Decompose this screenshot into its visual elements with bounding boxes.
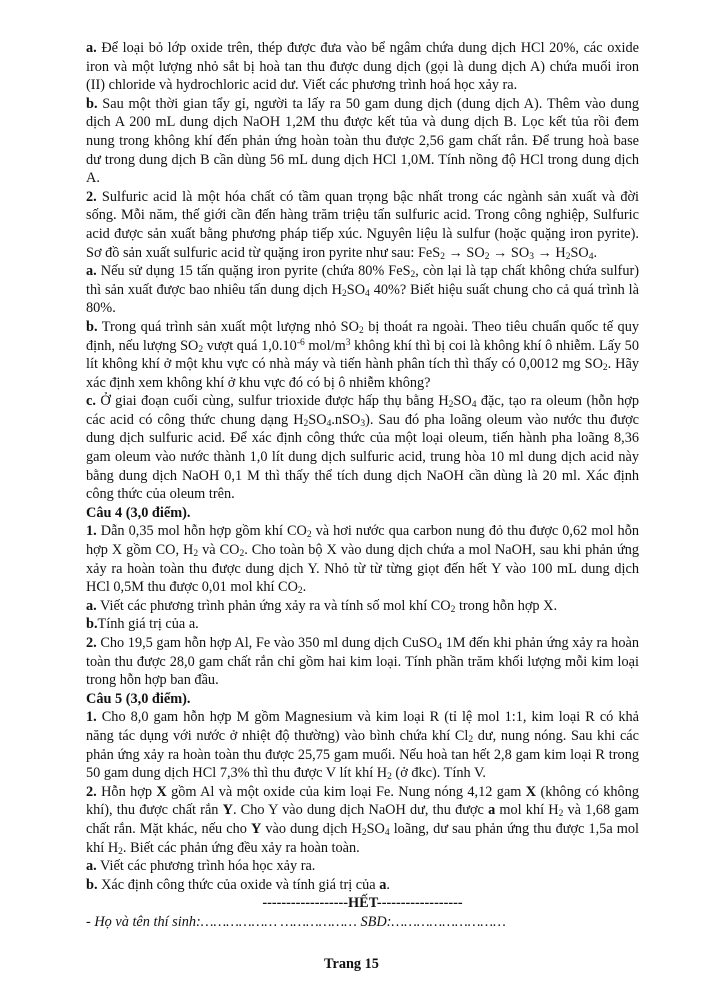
item-label: 2. [86, 783, 97, 800]
question-5-2a [86, 857, 639, 876]
subscript: 2 [387, 772, 392, 783]
subscript: 3 [529, 251, 534, 262]
paragraph-text: và 1,68 gam chất rắn. Mặt khác, nếu cho [86, 802, 639, 837]
paragraph-text: Cho 19,5 gam hỗn hợp Al, Fe vào 350 ml dung dịch CuSO [96, 635, 438, 651]
paragraph-text: mol/m [304, 337, 346, 354]
subscript: 4 [326, 418, 332, 429]
subscript: 2 [303, 418, 309, 429]
paragraph-text: 1M đến khi phản ứng xảy ra hoàn toàn thu được 28,0 gam chất rắn chỉ gồm hai kim loại. Tính phần trăm khối lượng mỗi kim loại trong hỗn hợp ban đầu. [86, 635, 639, 689]
question-4-1 [86, 522, 639, 596]
subscript: 2 [193, 549, 199, 560]
paragraph-text: . Cho toàn bộ X vào dung dịch chứa a mol NaOH, sau khi phản ứng xảy ra hoàn toàn thu được dung dịch Y. Nhỏ từ từ từng giọt đến hết Y vào 100 mL dung dịch HCl 0,5M thu được 0,01 mol khí CO [86, 542, 639, 596]
candidate-info-line: - Họ và tên thí sinh:……………… ……………… SBD:……………………… [86, 913, 506, 930]
superscript: 3 [345, 337, 351, 348]
paragraph-text: . Cho Y vào dung dịch NaOH dư, thu được [232, 802, 489, 819]
paragraph-text: → SO [489, 244, 530, 261]
question-3-2c [86, 392, 639, 504]
paragraph-text: Cho 8,0 gam hỗn hợp M gồm Magnesium và kim loại R (tỉ lệ mol 1:1, kim loại R có khả năng tác dụng với nước ở nhiệt độ thường) vào bình chứa khí Cl [86, 709, 639, 744]
paragraph-text: Trong quá trình sản xuất một lượng nhỏ SO [97, 318, 359, 335]
subscript: 2 [361, 827, 367, 838]
paragraph-text: Tính giá trị của a. [97, 616, 199, 633]
paragraph-text: (ở đkc). Tính V. [391, 765, 486, 782]
bold-term: a [379, 876, 387, 893]
question-3-2a [86, 262, 639, 318]
paragraph-text: 40%? Biết hiệu suất chung cho cả quá trình là 80%. [86, 281, 639, 317]
item-label: 2. [86, 188, 97, 205]
subscript: 2 [558, 809, 564, 820]
paragraph-text: vượt quá 1,0.10 [203, 337, 297, 354]
subscript: 2 [198, 344, 204, 355]
bold-term: Y [251, 820, 262, 837]
bold-term: X [156, 783, 167, 800]
paragraph-2b [86, 95, 639, 188]
question-5-2b [86, 876, 639, 895]
subscript: 4 [437, 642, 442, 652]
subscript: 2 [468, 734, 474, 745]
exam-content [86, 39, 639, 932]
paragraph-text: Hỗn hợp [96, 783, 157, 800]
subscript: 4 [471, 400, 477, 411]
item-label: b. [86, 876, 98, 893]
item-label: c. [86, 393, 96, 410]
paragraph-text: . Biết các phản ứng đều xảy ra hoàn toàn. [122, 839, 360, 856]
paragraph-text: , còn lại là tạp chất không chứa sulfur) thì sản xuất được bao nhiêu tấn dung dịch H [86, 263, 639, 298]
paragraph-text: và hơi nước qua carbon nung đỏ thu được 0,62 mol hỗn hợp X gồm CO, H [86, 523, 639, 559]
subscript: 2 [342, 288, 347, 299]
subscript: 2 [440, 251, 445, 262]
paragraph-text: Sulfuric acid là một hóa chất có tầm quan trọng bậc nhất trong các ngành sản xuất và đời sống. Mỗi năm, thế giới cần đến hàng trăm triệu tấn sulfuric acid. Trong công nghiệp, Sulfuric acid được sản xuất bằng phương pháp tiếp xúc. Nguyên liệu là sulfur (hoặc quặng iron pyrite). Sơ đồ sản xuất sulfuric acid từ quặng iron pyrite như sau: FeS [86, 188, 639, 261]
paragraph-text: . [302, 579, 307, 596]
question-5-heading: Câu 5 (3,0 điểm). [86, 690, 191, 707]
paragraph-text: . [386, 876, 390, 893]
subscript: 2 [306, 530, 312, 541]
paragraph-text: SO [366, 820, 385, 837]
subscript: 2 [297, 586, 303, 597]
item-label: 1. [86, 709, 97, 726]
item-label: b. [86, 616, 98, 633]
subscript: 4 [588, 251, 594, 262]
superscript: -6 [296, 337, 305, 348]
subscript: 2 [239, 549, 245, 560]
question-5-1 [86, 708, 639, 782]
paragraph-text: mol khí H [495, 802, 559, 819]
question-4-1b [86, 615, 639, 634]
bold-term: Y [222, 802, 233, 819]
paragraph-text: . [593, 244, 598, 261]
subscript: 2 [410, 270, 416, 281]
question-3-2 [86, 188, 639, 262]
paragraph-text: Viết các phương trình phản ứng xảy ra và tính số mol khí CO [96, 597, 451, 614]
item-label: a. [86, 597, 97, 614]
subscript: 2 [450, 604, 456, 615]
paragraph-text: SO [453, 393, 472, 410]
paragraph-text: đặc, tạo ra oleum (hỗn hợp các acid có công thức chung dạng H [86, 393, 639, 428]
item-label: b. [86, 318, 98, 335]
subscript: 4 [365, 288, 370, 299]
paragraph-text: Nếu sử dụng 15 tấn quặng iron pyrite (chứa 80% FeS [96, 263, 411, 280]
subscript: 2 [602, 363, 608, 374]
question-4-1a [86, 597, 639, 616]
question-5-2 [86, 783, 639, 857]
item-label: b. [86, 95, 98, 112]
paragraph-text: dư, nung nóng. Sau khi các phản ứng xảy ra hoàn toàn thu được 25,75 gam muối. Nếu hoà tan hết 2,8 gam kim loại R trong 50 gam dung dịch HCl 7,3% thì thu được V lít khí H [86, 727, 639, 782]
paragraph-text: Dẫn 0,35 mol hỗn hợp gồm khí CO [96, 523, 307, 540]
subscript: 2 [565, 251, 571, 262]
paragraph-text: gồm Al và một oxide của kim loại Fe. Nung nóng 4,12 gam [166, 783, 526, 800]
question-4-heading: Câu 4 (3,0 điểm). [86, 504, 191, 521]
paragraph-text: → SO [444, 244, 485, 261]
paragraph-text: Viết các phương trình hóa học xảy ra. [96, 858, 316, 875]
paragraph-text: (không có không khí), thu được chất rắn [86, 783, 639, 819]
question-3-2b [86, 318, 639, 392]
paragraph-text: → H [533, 244, 566, 261]
paragraph-text: vào dung dịch H [261, 820, 362, 837]
paragraph-text: Sau một thời gian tẩy gỉ, người ta lấy ra 50 gam dung dịch (dung dịch A). Thêm vào dung dịch A 200 mL dung dịch NaOH 1,2M thu được kết tủa và dung dịch B. Lọc kết tủa rồi đem nung trong không khí đến phản ứng hoàn toàn thu được 2,56 gam chất rắn. Để trung hoà base dư trong dung dịch B cần dùng 56 mL dung dịch HCl 1,0M. Tính nồng độ HCl trong dung dịch A. [86, 95, 639, 187]
item-label: a. [86, 40, 97, 56]
subscript: 2 [448, 400, 454, 411]
paragraph-text: loãng, dư sau phản ứng thu được 1,5a mol khí H [86, 820, 639, 856]
paragraph-text: SO [346, 281, 366, 298]
page-number: Trang 15 [324, 956, 379, 972]
question-4-2 [86, 634, 639, 690]
bold-term: X [525, 783, 537, 800]
end-marker: ------------------HẾT------------------ [262, 895, 463, 912]
item-label: 2. [86, 635, 97, 651]
paragraph-text: SO [570, 244, 589, 261]
item-label: a. [86, 858, 97, 875]
subscript: 2 [358, 325, 364, 336]
bold-term: a [488, 802, 496, 819]
subscript: 2 [484, 251, 490, 262]
paragraph-text: .nSO [331, 411, 361, 428]
paragraph-2a [86, 39, 639, 95]
paragraph-text: bị thoát ra ngoài. Theo tiêu chuẩn quốc tế quy định, nếu lượng SO [86, 318, 639, 354]
paragraph-text: không khí thì bị coi là không khí ô nhiễm. Lấy 50 lít không khí ở một khu vực có nhà máy và tiến hành phân tích thì thấy có 0,0012 mg SO [86, 337, 639, 373]
paragraph-text: và CO [198, 542, 240, 559]
item-label: 1. [86, 523, 97, 540]
subscript: 4 [384, 827, 390, 838]
paragraph-text: Ở giai đoạn cuối cùng, sulfur trioxide được hấp thụ bằng H [95, 393, 449, 410]
item-label: a. [86, 263, 97, 280]
paragraph-text: Xác định công thức của oxide và tính giá trị của [97, 876, 380, 893]
paragraph-text: ). Sau đó pha loãng oleum vào nước thu được dung dịch sulfuric acid. Để xác định công thức của một loại oleum, tiến hành pha loãng 8,36 gam oleum vào nước thành 1,0 lít dung dịch sulfuric acid, trung hòa 10 ml dung dịch acid này bằng dung dịch NaOH 0,1 M thì thấy thể tích dung dịch NaOH cần dùng là 20 ml. Xác định công thức của oleum trên. [86, 411, 639, 503]
paragraph-text: . Hãy xác định xem không khí ở khu vực đó có bị ô nhiễm không? [86, 356, 640, 391]
subscript: 2 [118, 846, 123, 857]
paragraph-text: Để loại bỏ lớp oxide trên, thép được đưa vào bể ngâm chứa dung dịch HCl 20%, các oxide iron và một lượng nhỏ sắt bị hoà tan thu được dung dịch (gọi là dung dịch A) chứa muối iron (II) chloride và hydrochloric acid dư. Viết các phương trình hoá học xảy ra. [86, 40, 639, 94]
paragraph-text: trong hỗn hợp X. [455, 597, 558, 614]
subscript: 3 [360, 418, 366, 429]
paragraph-text: SO [308, 411, 327, 428]
